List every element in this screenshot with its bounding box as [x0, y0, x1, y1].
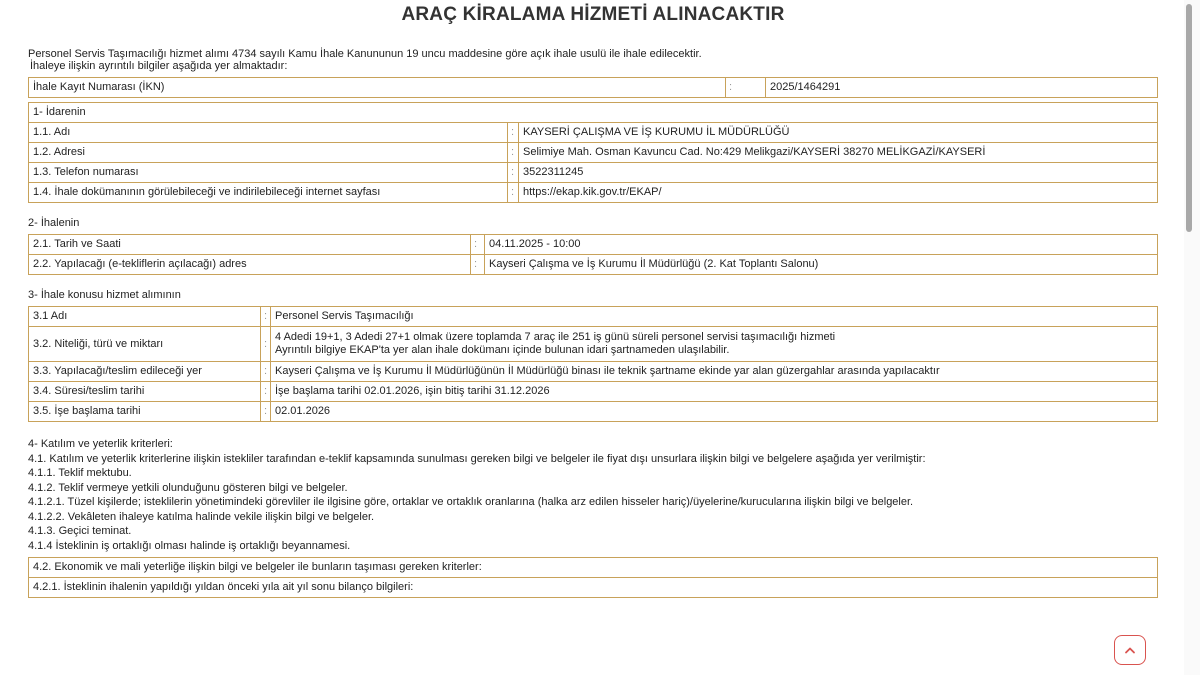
criteria-line: 4.1.1. Teklif mektubu.	[28, 467, 132, 479]
idare-value: 3522311245	[519, 163, 1158, 183]
economic-criteria-table	[28, 557, 1158, 598]
ikn-label: İhale Kayıt Numarası (İKN)	[29, 78, 726, 98]
document-content	[28, 0, 1158, 598]
row-separator: :	[508, 143, 519, 163]
ihale-value: 04.11.2025 - 10:00	[485, 235, 1158, 255]
row-separator: :	[508, 123, 519, 143]
criteria-section	[28, 437, 1158, 553]
ihale-heading: 2- İhalenin	[28, 217, 80, 229]
ihale-label: 2.2. Yapılacağı (e-tekliflerin açılacağı) adres	[29, 255, 471, 275]
table-row	[29, 183, 1158, 203]
scrollbar-thumb[interactable]	[1186, 4, 1192, 232]
economic-criteria-line: 4.2.1. İsteklinin ihalenin yapıldığı yıldan önceki yıla ait yıl sonu bilanço bilgileri:	[29, 578, 1158, 598]
table-row	[29, 578, 1158, 598]
idare-label: 1.3. Telefon numarası	[29, 163, 508, 183]
konu-value: İşe başlama tarihi 02.01.2026, işin bitiş tarihi 31.12.2026	[271, 382, 1158, 402]
ihale-value: Kayseri Çalışma ve İş Kurumu İl Müdürlüğü (2. Kat Toplantı Salonu)	[485, 255, 1158, 275]
idare-value: https://ekap.kik.gov.tr/EKAP/	[519, 183, 1158, 203]
konu-value: Kayseri Çalışma ve İş Kurumu İl Müdürlüğünün İl Müdürlüğü binası ile teknik şartname ekinde yar alan güzergahlar arasında yapılacaktır	[271, 362, 1158, 382]
table-row	[29, 402, 1158, 422]
intro-text	[28, 48, 1158, 72]
table-row	[29, 255, 1158, 275]
criteria-line: 4.1. Katılım ve yeterlik kriterlerine ilişkin istekliler tarafından e-teklif kapsamında sunulması gereken bilgi ve belgeler ile fiyat dışı unsurlara ilişkin bilgi ve belgelere aşağıda yer verilmiştir:	[28, 452, 926, 465]
konu-value: Personel Servis Taşımacılığı	[271, 307, 1158, 327]
criteria-line: 4.1.3. Geçici teminat.	[28, 525, 132, 537]
konu-label: 3.2. Niteliği, türü ve miktarı	[29, 327, 261, 362]
row-separator: :	[261, 402, 271, 422]
ihale-table	[28, 234, 1158, 275]
idare-heading-row	[29, 103, 1158, 123]
economic-criteria-line: 4.2. Ekonomik ve mali yeterliğe ilişkin bilgi ve belgeler ile bunların taşıması gereken kriterler:	[29, 558, 1158, 578]
konu-value-line-1: 4 Adedi 19+1, 3 Adedi 27+1 olmak üzere toplamda 7 araç ile 251 iş günü süreli personel servisi taşımacılığı hizmeti	[275, 331, 836, 343]
idare-value: Selimiye Mah. Osman Kavuncu Cad. No:429 Melikgazi/KAYSERİ 38270 MELİKGAZİ/KAYSERİ	[519, 143, 1158, 163]
table-row	[29, 307, 1158, 327]
table-row	[29, 235, 1158, 255]
konu-label: 3.1 Adı	[29, 307, 261, 327]
table-row	[29, 362, 1158, 382]
konu-value-multiline	[271, 327, 1158, 362]
ikn-separator: :	[726, 78, 766, 98]
row-separator: :	[508, 163, 519, 183]
criteria-line: 4.1.2. Teklif vermeye yetkili olunduğunu gösteren bilgi ve belgeler.	[28, 481, 348, 494]
idare-label: 1.4. İhale dokümanının görülebileceği ve indirilebileceği internet sayfası	[29, 183, 508, 203]
idare-label: 1.2. Adresi	[29, 143, 508, 163]
idare-heading: 1- İdarenin	[29, 103, 1158, 123]
ikn-row	[29, 78, 1158, 98]
criteria-line: 4- Katılım ve yeterlik kriterleri:	[28, 438, 173, 450]
row-separator: :	[261, 362, 271, 382]
row-separator: :	[508, 183, 519, 203]
konu-value: 02.01.2026	[271, 402, 1158, 422]
ikn-value: 2025/1464291	[766, 78, 1158, 98]
scrollbar-track[interactable]	[1184, 0, 1200, 675]
row-separator: :	[261, 327, 271, 362]
idare-table	[28, 102, 1158, 203]
table-row	[29, 143, 1158, 163]
ihale-label: 2.1. Tarih ve Saati	[29, 235, 471, 255]
table-row	[29, 558, 1158, 578]
konu-heading: 3- İhale konusu hizmet alımının	[28, 289, 181, 301]
konu-table	[28, 306, 1158, 422]
criteria-line: 4.1.4 İsteklinin iş ortaklığı olması halinde iş ortaklığı beyannamesi.	[28, 539, 351, 552]
table-row	[29, 382, 1158, 402]
idare-label: 1.1. Adı	[29, 123, 508, 143]
intro-line-2: İhaleye ilişkin ayrıntılı bilgiler aşağıda yer almaktadır:	[30, 60, 288, 72]
table-row	[29, 327, 1158, 362]
konu-value-line-2: Ayrıntılı bilgiye EKAP'ta yer alan ihale dokümanı içinde bulunan idari şartnameden ulaşılabilir.	[275, 344, 730, 356]
table-row	[29, 123, 1158, 143]
idare-value: KAYSERİ ÇALIŞMA VE İŞ KURUMU İL MÜDÜRLÜĞÜ	[519, 123, 1158, 143]
criteria-line: 4.1.2.2. Vekâleten ihaleye katılma halinde vekile ilişkin bilgi ve belgeler.	[28, 510, 375, 523]
ikn-table	[28, 77, 1158, 98]
row-separator: :	[471, 235, 485, 255]
konu-label: 3.3. Yapılacağı/teslim edileceği yer	[29, 362, 261, 382]
row-separator: :	[261, 307, 271, 327]
chevron-up-icon	[1124, 646, 1136, 654]
row-separator: :	[261, 382, 271, 402]
table-row	[29, 163, 1158, 183]
konu-label: 3.5. İşe başlama tarihi	[29, 402, 261, 422]
page-title: ARAÇ KİRALAMA HİZMETİ ALINACAKTIR	[401, 4, 785, 25]
intro-line-1: Personel Servis Taşımacılığı hizmet alımı 4734 sayılı Kamu İhale Kanununun 19 uncu maddesine göre açık ihale usulü ile ihale edilecektir.	[28, 48, 702, 60]
row-separator: :	[471, 255, 485, 275]
back-to-top-button[interactable]	[1114, 635, 1146, 665]
konu-label: 3.4. Süresi/teslim tarihi	[29, 382, 261, 402]
criteria-line: 4.1.2.1. Tüzel kişilerde; isteklilerin yönetimindeki görevliler ile ilgisine göre, ortaklar ve ortaklık oranlarına (halka arz edilen hisseler hariç)/üyelerine/kurucularına ilişkin bilgi ve belgeler.	[28, 496, 914, 508]
